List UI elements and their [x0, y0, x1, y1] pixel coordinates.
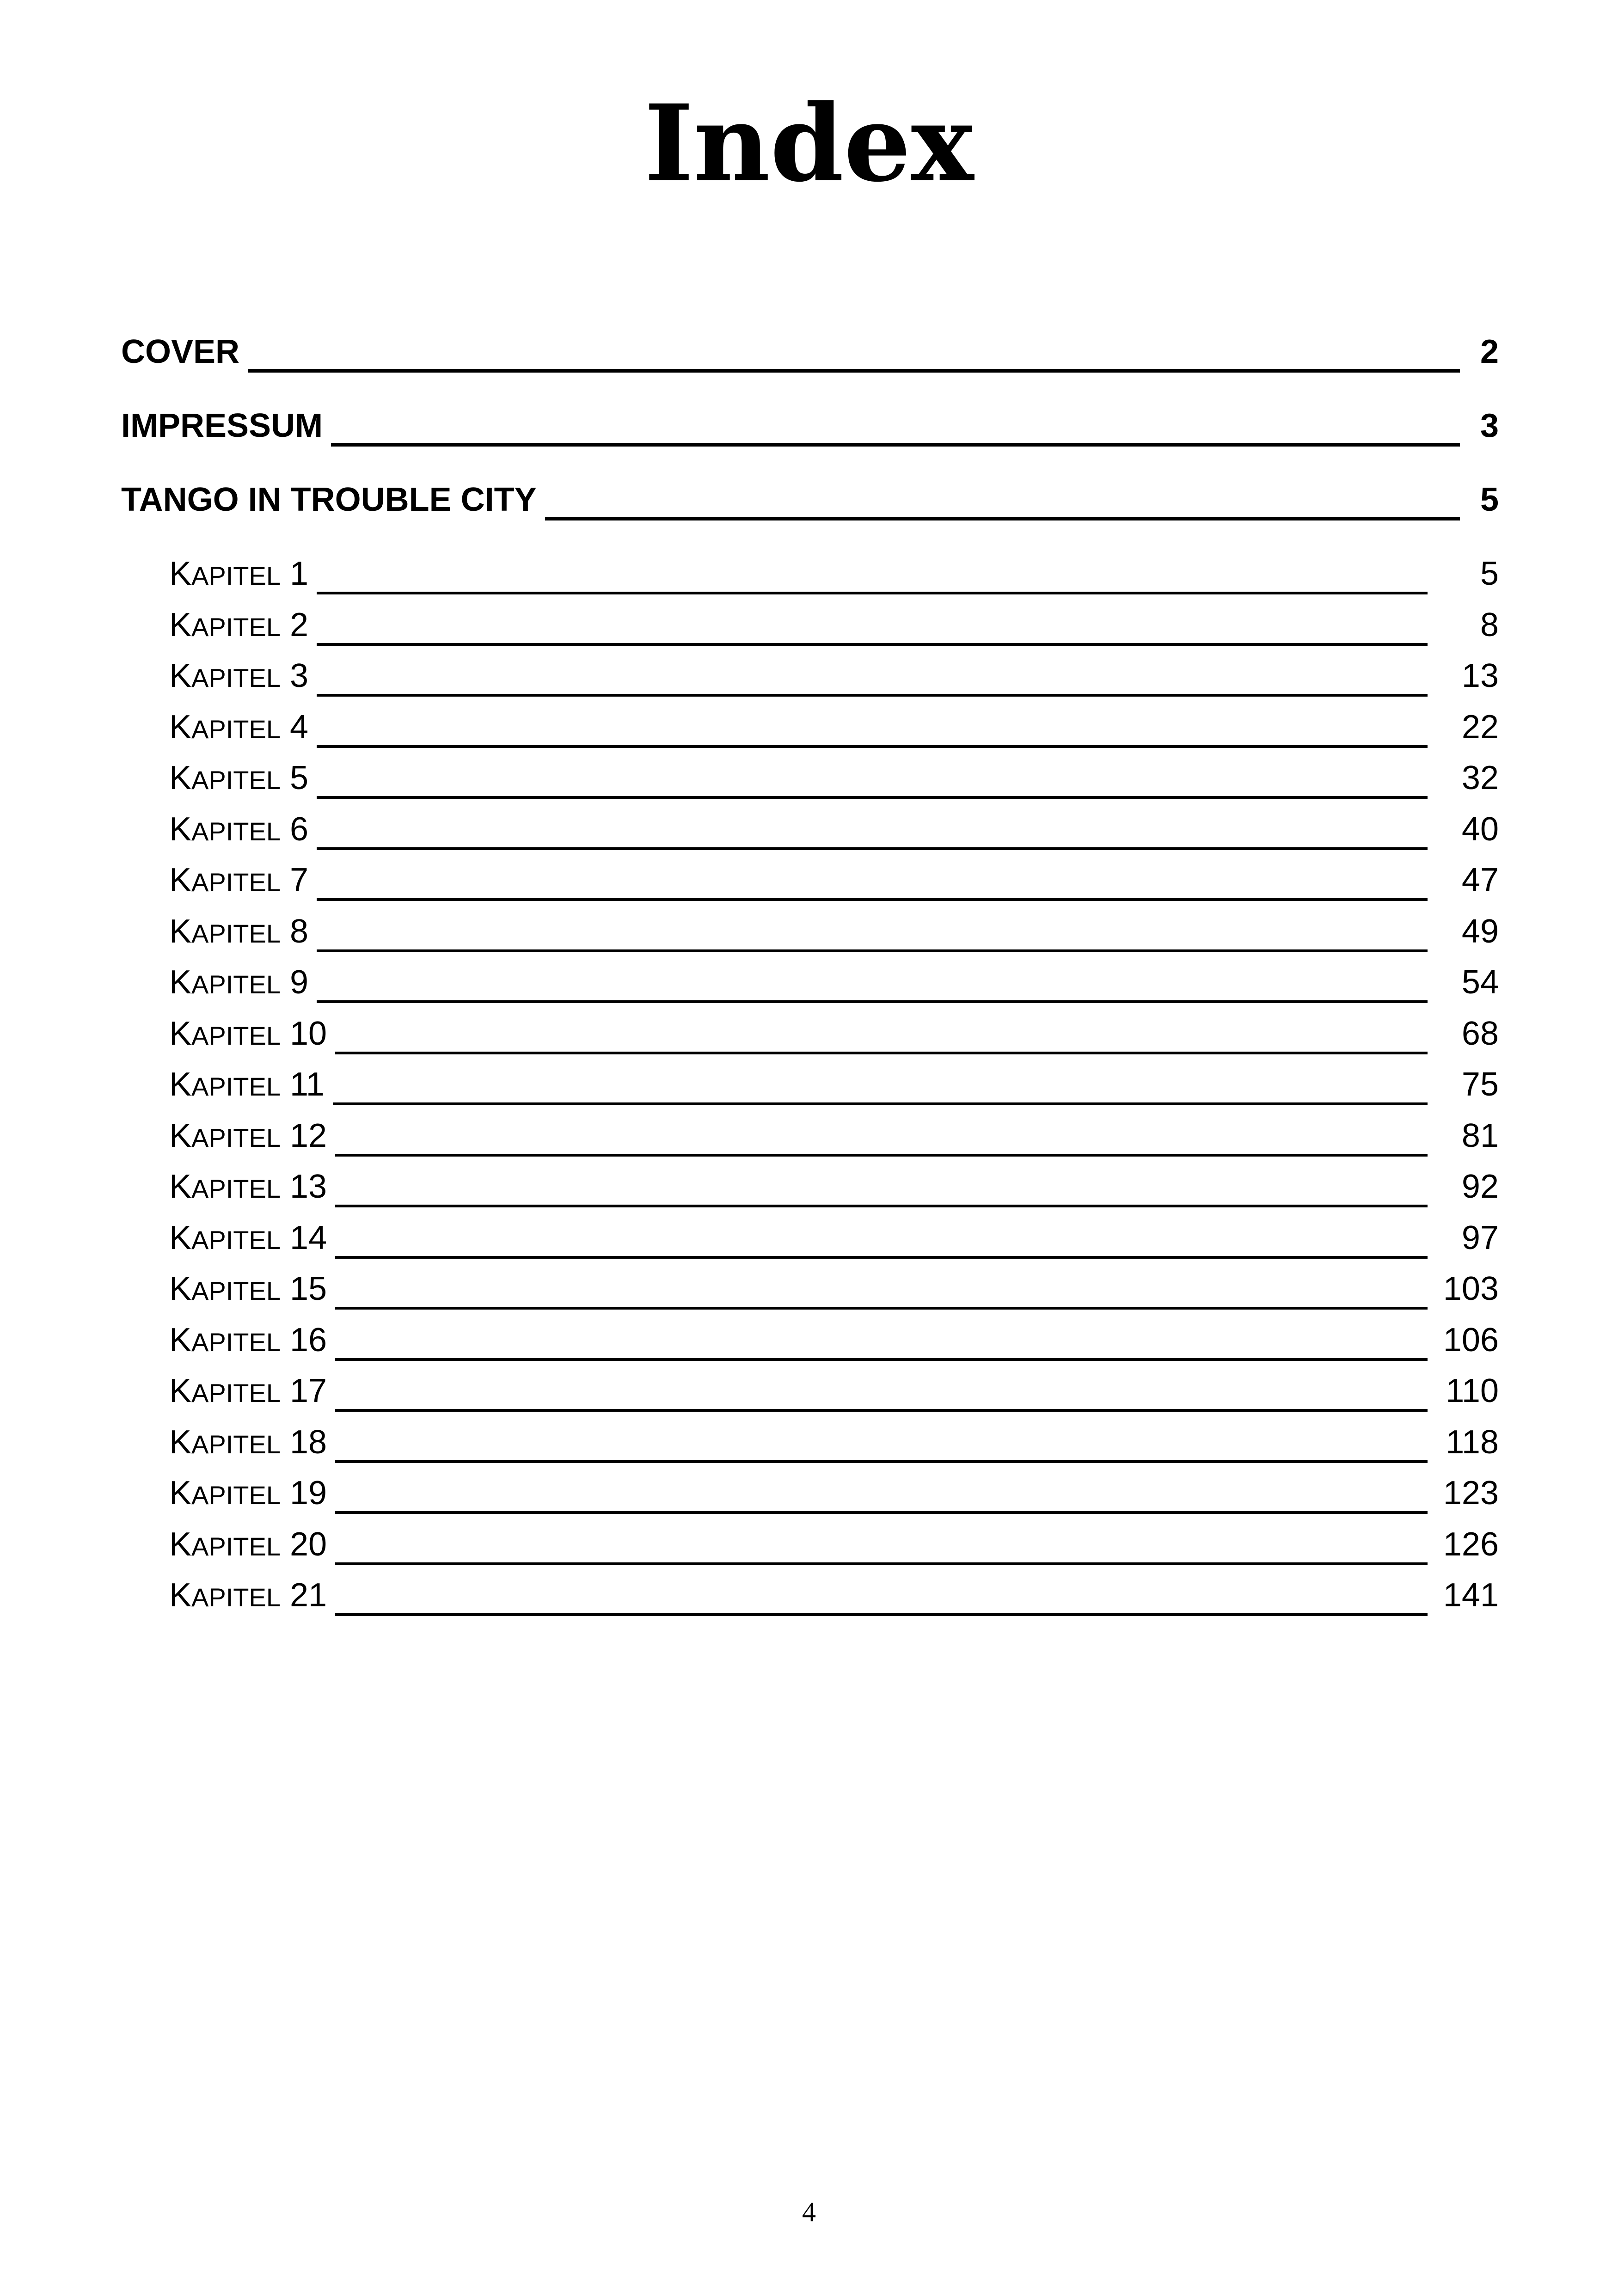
toc-chapter-smallcaps: APITEL [191, 1429, 281, 1459]
toc-chapter-page: 40 [1461, 810, 1499, 848]
toc-chapter-smallcaps: APITEL [191, 816, 281, 846]
toc-chapter-prefix: K [169, 555, 192, 592]
toc-chapter-label [169, 1117, 327, 1155]
toc-chapter-prefix: K [169, 1525, 192, 1563]
toc-chapter-label [169, 1474, 327, 1512]
toc-chapter-number: 10 [290, 1015, 327, 1052]
toc-chapter-prefix: K [169, 657, 192, 694]
toc-chapter-entry[interactable] [169, 1576, 1499, 1623]
toc-chapter-entry[interactable] [169, 1423, 1499, 1469]
toc-chapter-entry[interactable] [169, 810, 1499, 857]
toc-entry-tango-in-trouble-city[interactable] [121, 481, 1499, 527]
toc-chapter-page: 49 [1461, 912, 1499, 950]
toc-chapter-smallcaps: APITEL [191, 663, 281, 692]
toc-entry-cover[interactable] [121, 333, 1499, 379]
toc-chapter-smallcaps: APITEL [191, 1021, 281, 1050]
toc-chapter-prefix: K [169, 862, 192, 899]
toc-chapter-label [169, 1576, 327, 1614]
toc-chapter-entry[interactable] [169, 1015, 1499, 1061]
toc-chapter-number: 11 [290, 1066, 325, 1103]
toc-chapter-label [169, 1065, 325, 1103]
toc-chapter-smallcaps: APITEL [191, 561, 281, 590]
toc-chapter-smallcaps: APITEL [191, 1123, 281, 1152]
toc-chapter-prefix: K [169, 1321, 192, 1359]
toc-chapter-smallcaps: APITEL [191, 1072, 281, 1101]
toc-chapter-prefix: K [169, 1577, 192, 1614]
toc-chapter-label [169, 810, 308, 848]
toc-chapter-smallcaps: APITEL [191, 1481, 281, 1510]
toc-chapter-label [169, 759, 308, 797]
toc-chapter-prefix: K [169, 1475, 192, 1512]
toc-entry-page: 2 [1480, 333, 1499, 370]
toc-chapter-label [169, 1270, 327, 1308]
toc-chapter-label [169, 861, 308, 899]
toc-chapter-page: 5 [1480, 555, 1499, 592]
toc-chapter-smallcaps: APITEL [191, 1174, 281, 1203]
toc-chapter-page: 81 [1461, 1117, 1499, 1154]
toc-leader-line [545, 517, 1460, 520]
toc-chapter-number: 18 [290, 1423, 327, 1461]
toc-chapter-smallcaps: APITEL [191, 1225, 281, 1255]
toc-leader-line [335, 1256, 1428, 1259]
toc-leader-line [317, 745, 1428, 748]
toc-entry-page: 5 [1480, 481, 1499, 518]
toc-chapter-entry[interactable] [169, 1321, 1499, 1367]
toc-chapter-entry[interactable] [169, 708, 1499, 754]
toc-chapter-page: 47 [1461, 862, 1499, 899]
toc-chapter-prefix: K [169, 1372, 192, 1409]
toc-chapter-number: 2 [290, 606, 309, 643]
toc-chapter-prefix: K [169, 1423, 192, 1461]
toc-chapter-label [169, 1423, 327, 1461]
toc-chapter-smallcaps: APITEL [191, 765, 281, 795]
toc-chapter-number: 5 [290, 759, 309, 796]
toc-chapter-number: 4 [290, 708, 309, 746]
toc-chapter-smallcaps: APITEL [191, 1583, 281, 1612]
toc-leader-line [317, 643, 1428, 646]
toc-leader-line [317, 898, 1428, 901]
toc-chapter-smallcaps: APITEL [191, 612, 281, 642]
toc-chapter-entry[interactable] [169, 1065, 1499, 1112]
toc-chapter-number: 17 [290, 1372, 327, 1409]
toc-chapter-number: 19 [290, 1475, 327, 1512]
toc-chapter-entry[interactable] [169, 555, 1499, 601]
toc-chapter-page: 54 [1461, 964, 1499, 1001]
toc-chapter-prefix: K [169, 912, 192, 950]
toc-chapter-label [169, 657, 308, 695]
page-title: Index [644, 81, 974, 205]
toc-chapter-smallcaps: APITEL [191, 1531, 281, 1561]
toc-entry-label: IMPRESSUM [121, 407, 323, 444]
toc-leader-line [317, 1000, 1428, 1003]
toc-chapter-number: 14 [290, 1219, 327, 1256]
toc-entry-label: TANGO IN TROUBLE CITY [121, 481, 537, 518]
toc-chapter-entry[interactable] [169, 912, 1499, 959]
page-number: 4 [802, 2197, 816, 2227]
toc-chapter-label [169, 912, 308, 950]
toc-chapter-label [169, 1015, 327, 1053]
toc-leader-line [335, 1205, 1428, 1207]
toc-chapter-smallcaps: APITEL [191, 970, 281, 999]
toc-chapter-entry[interactable] [169, 759, 1499, 805]
toc-chapter-page: 103 [1443, 1270, 1499, 1307]
toc-chapter-number: 9 [290, 964, 309, 1001]
toc-entry-page: 3 [1480, 407, 1499, 444]
toc-leader-line [317, 949, 1428, 952]
toc-chapter-number: 13 [290, 1168, 327, 1205]
toc-chapter-entry[interactable] [169, 1219, 1499, 1265]
toc-leader-line [335, 1358, 1428, 1361]
toc-leader-line [335, 1154, 1428, 1157]
toc-chapter-page: 126 [1443, 1525, 1499, 1563]
toc-chapter-number: 6 [290, 810, 309, 848]
toc-leader-line [317, 592, 1428, 594]
toc-chapter-number: 1 [290, 555, 309, 592]
toc-chapter-label [169, 1219, 327, 1257]
toc-leader-line [335, 1613, 1428, 1616]
toc-chapter-entry[interactable] [169, 861, 1499, 907]
toc-chapter-page: 68 [1461, 1015, 1499, 1052]
toc-chapter-page: 22 [1461, 708, 1499, 746]
toc-chapter-page: 118 [1446, 1423, 1499, 1461]
toc-chapter-number: 7 [290, 862, 309, 899]
toc-chapter-entry[interactable] [169, 606, 1499, 652]
toc-chapter-label [169, 555, 308, 593]
toc-chapter-prefix: K [169, 1117, 192, 1154]
toc-leader-line [335, 1511, 1428, 1514]
toc-chapter-label [169, 963, 308, 1001]
toc-chapter-prefix: K [169, 606, 192, 643]
toc-leader-line [335, 1052, 1428, 1054]
toc-chapter-label [169, 1525, 327, 1563]
toc-chapter-entry[interactable] [169, 963, 1499, 1010]
toc-leader-line [335, 1409, 1428, 1412]
toc-chapter-entry[interactable] [169, 1168, 1499, 1214]
toc-chapter-smallcaps: APITEL [191, 1276, 281, 1305]
toc-chapter-smallcaps: APITEL [191, 1378, 281, 1408]
toc-chapter-prefix: K [169, 1219, 192, 1256]
toc-chapter-page: 106 [1443, 1321, 1499, 1359]
toc-entry-impressum[interactable] [121, 407, 1499, 453]
toc-chapter-page: 123 [1443, 1475, 1499, 1512]
toc-leader-line [317, 796, 1428, 799]
toc-chapter-entry[interactable] [169, 1117, 1499, 1163]
toc-chapter-label [169, 1321, 327, 1359]
toc-chapter-prefix: K [169, 1270, 192, 1307]
toc-leader-line [335, 1307, 1428, 1310]
toc-leader-line [335, 1460, 1428, 1463]
toc-chapter-prefix: K [169, 1015, 192, 1052]
toc-chapter-number: 21 [290, 1577, 327, 1614]
toc-entry-label: COVER [121, 333, 240, 370]
toc-chapter-number: 20 [290, 1525, 327, 1563]
toc-chapter-prefix: K [169, 1066, 192, 1103]
toc-leader-line [333, 1102, 1428, 1105]
toc-chapter-smallcaps: APITEL [191, 714, 281, 744]
toc-leader-line [317, 847, 1428, 850]
toc-chapter-prefix: K [169, 964, 192, 1001]
toc-chapter-entry[interactable] [169, 1474, 1499, 1520]
toc-chapter-smallcaps: APITEL [191, 918, 281, 948]
toc-chapter-page: 32 [1461, 759, 1499, 796]
toc-chapter-prefix: K [169, 810, 192, 848]
toc-chapter-number: 12 [290, 1117, 327, 1154]
toc-chapter-entry[interactable] [169, 1525, 1499, 1572]
toc-chapter-page: 141 [1443, 1577, 1499, 1614]
toc-chapter-page: 13 [1461, 657, 1499, 694]
toc-chapter-label [169, 1168, 327, 1206]
toc-chapter-number: 15 [290, 1270, 327, 1307]
toc-leader-line [331, 443, 1460, 447]
toc-chapter-page: 97 [1461, 1219, 1499, 1256]
toc-leader-line [335, 1562, 1428, 1565]
toc-chapter-number: 16 [290, 1321, 327, 1359]
toc-chapter-prefix: K [169, 708, 192, 746]
toc-chapter-prefix: K [169, 1168, 192, 1205]
toc-chapter-label [169, 708, 308, 746]
toc-chapter-page: 92 [1461, 1168, 1499, 1205]
toc-chapter-entry[interactable] [169, 1270, 1499, 1316]
toc-chapter-number: 3 [290, 657, 309, 694]
toc-chapter-smallcaps: APITEL [191, 868, 281, 897]
toc-leader-line [317, 694, 1428, 697]
toc-leader-line [248, 369, 1460, 373]
toc-chapter-page: 75 [1461, 1066, 1499, 1103]
toc-chapter-label [169, 1372, 327, 1410]
toc-chapter-page: 8 [1480, 606, 1499, 643]
toc-chapter-smallcaps: APITEL [191, 1327, 281, 1357]
toc-chapter-page: 110 [1446, 1372, 1499, 1409]
toc-chapter-label [169, 606, 308, 644]
toc-chapter-entry[interactable] [169, 657, 1499, 703]
toc-chapter-prefix: K [169, 759, 192, 796]
toc-chapter-number: 8 [290, 912, 309, 950]
toc-chapter-entry[interactable] [169, 1372, 1499, 1418]
